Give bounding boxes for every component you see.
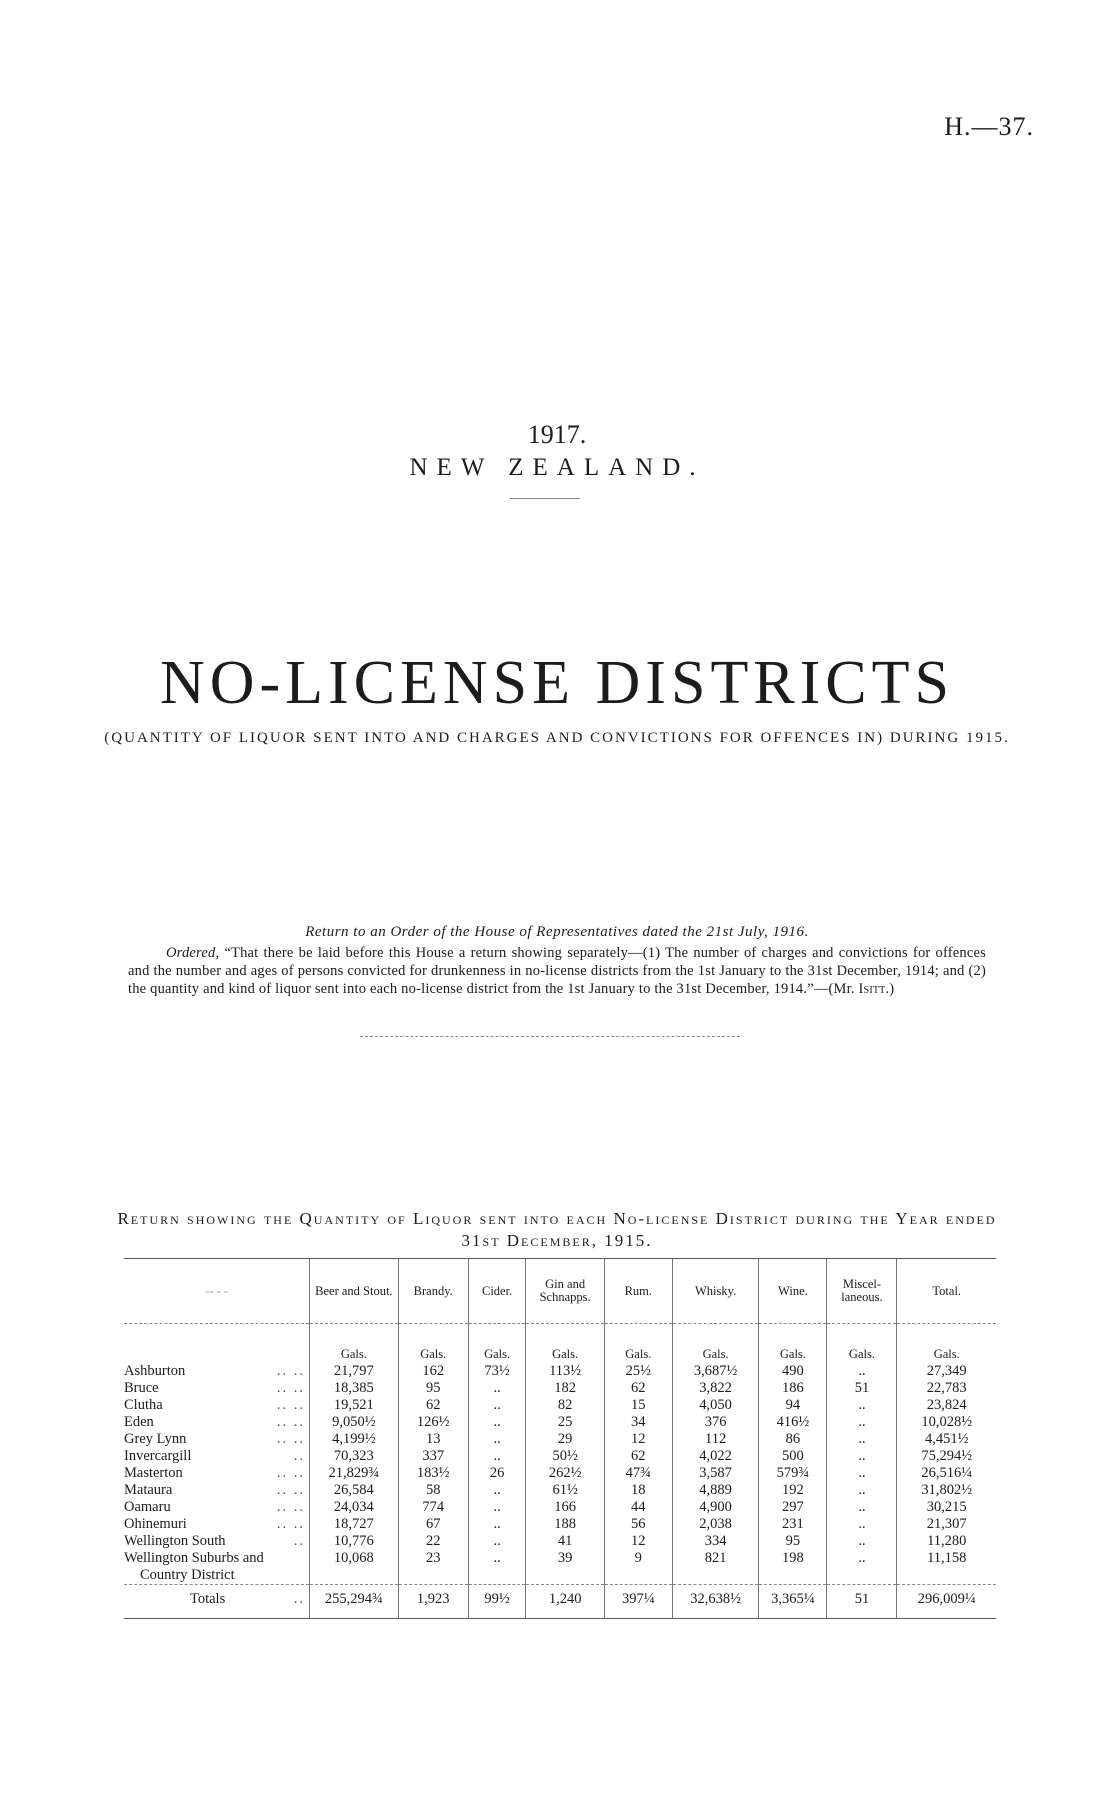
dot-leader: .. .. — [276, 1516, 306, 1532]
dot-leader: .. .. — [276, 1380, 306, 1396]
cider-cell: .. — [468, 1414, 526, 1431]
beer-cell: 10,776 — [310, 1533, 399, 1550]
table-row — [124, 1550, 996, 1585]
district-name: Bruce — [124, 1380, 159, 1396]
col-header-gin: Gin and Schnapps. — [526, 1259, 604, 1324]
district-name: Ohinemuri — [124, 1516, 187, 1532]
district-name: Oamaru — [124, 1499, 171, 1515]
table-row — [124, 1414, 996, 1431]
misc-cell: .. — [827, 1465, 897, 1482]
gin-cell: 39 — [526, 1550, 604, 1585]
order-text: “That there be laid before this House a return showing separately—(1) The number of charges and convictions for offences and the number and ages of persons convicted for drunkenness in no-license districts from the 1st January to the 31st December, 1914; and (2) the quantity and kind of liquor sent into each no-license district from the 1st January to the 31st December, 1914.”—(Mr. — [128, 945, 986, 997]
wine-cell: 297 — [759, 1499, 827, 1516]
table-row — [124, 1482, 996, 1499]
col-header-cider: Cider. — [468, 1259, 526, 1324]
brandy-cell: 62 — [398, 1397, 468, 1414]
beer-cell: 21,797 — [310, 1363, 399, 1380]
cider-cell: .. — [468, 1516, 526, 1533]
district-name-cell — [124, 1550, 310, 1585]
district-name: Invercargill — [124, 1448, 192, 1464]
unit-cell: Gals. — [897, 1324, 996, 1364]
total-cell: 23,824 — [897, 1397, 996, 1414]
total-cell: 11,280 — [897, 1533, 996, 1550]
gin-cell: 29 — [526, 1431, 604, 1448]
misc-cell: .. — [827, 1431, 897, 1448]
misc-cell: .. — [827, 1499, 897, 1516]
whisky-cell: 2,038 — [672, 1516, 759, 1533]
unit-cell: Gals. — [526, 1324, 604, 1364]
district-name-cell — [124, 1482, 310, 1499]
table-row — [124, 1380, 996, 1397]
beer-cell: 19,521 — [310, 1397, 399, 1414]
table-body — [124, 1324, 996, 1619]
gin-cell: 262½ — [526, 1465, 604, 1482]
rum-cell: 12 — [604, 1431, 672, 1448]
district-name: Masterton — [124, 1465, 183, 1481]
unit-cell: Gals. — [604, 1324, 672, 1364]
cider-cell: .. — [468, 1448, 526, 1465]
cider-cell: .. — [468, 1431, 526, 1448]
dot-leader: .. .. — [276, 1363, 306, 1379]
beer-cell: 18,727 — [310, 1516, 399, 1533]
brandy-cell: 126½ — [398, 1414, 468, 1431]
beer-cell: 21,829¾ — [310, 1465, 399, 1482]
district-name: Ashburton — [124, 1363, 186, 1379]
whisky-cell: 376 — [672, 1414, 759, 1431]
return-order-line: Return to an Order of the House of Representatives dated the 21st July, 1916. — [305, 924, 809, 940]
misc-cell: .. — [827, 1533, 897, 1550]
document-country: NEW ZEALAND. — [409, 454, 705, 481]
gin-cell: 61½ — [526, 1482, 604, 1499]
wine-cell: 95 — [759, 1533, 827, 1550]
wine-cell: 416½ — [759, 1414, 827, 1431]
unit-cell: Gals. — [310, 1324, 399, 1364]
district-name: Grey Lynn — [124, 1431, 187, 1447]
misc-cell: .. — [827, 1448, 897, 1465]
document-subtitle: (QUANTITY OF LIQUOR SENT INTO AND CHARGES AND CONVICTIONS FOR OFFENCES IN) DURING 1915. — [104, 730, 1010, 746]
district-name: Eden — [124, 1414, 154, 1430]
table-row — [124, 1431, 996, 1448]
brandy-cell: 337 — [398, 1448, 468, 1465]
district-name-cell — [124, 1499, 310, 1516]
district-name-cell — [124, 1465, 310, 1482]
totals-label: Totals — [190, 1591, 226, 1607]
divider — [360, 1036, 740, 1037]
beer-cell: 10,068 — [310, 1550, 399, 1585]
whisky-cell: 4,050 — [672, 1397, 759, 1414]
col-header-misc: Miscel-laneous. — [827, 1259, 897, 1324]
beer-cell: 26,584 — [310, 1482, 399, 1499]
wine-cell: 500 — [759, 1448, 827, 1465]
totals-row — [124, 1585, 996, 1619]
col-header-rum: Rum. — [604, 1259, 672, 1324]
rum-cell: 47¾ — [604, 1465, 672, 1482]
rum-cell: 25½ — [604, 1363, 672, 1380]
dot-leader: .. .. — [276, 1431, 306, 1447]
whisky-cell: 3,687½ — [672, 1363, 759, 1380]
dot-leader: .. .. — [276, 1482, 306, 1498]
rum-cell: 62 — [604, 1380, 672, 1397]
brandy-cell: 95 — [398, 1380, 468, 1397]
wine-cell: 231 — [759, 1516, 827, 1533]
wine-cell: 490 — [759, 1363, 827, 1380]
col-header-wine: Wine. — [759, 1259, 827, 1324]
beer-cell: 24,034 — [310, 1499, 399, 1516]
order-close: ) — [889, 981, 895, 997]
whisky-cell: 334 — [672, 1533, 759, 1550]
district-name-cell — [124, 1397, 310, 1414]
rum-cell: 34 — [604, 1414, 672, 1431]
gin-cell: 166 — [526, 1499, 604, 1516]
table-row — [124, 1465, 996, 1482]
wine-cell: 579¾ — [759, 1465, 827, 1482]
whisky-cell: 3,587 — [672, 1465, 759, 1482]
rum-cell: 44 — [604, 1499, 672, 1516]
total-whisky-cell: 32,638½ — [672, 1585, 759, 1619]
rum-cell: 15 — [604, 1397, 672, 1414]
rum-cell: 62 — [604, 1448, 672, 1465]
cider-cell: .. — [468, 1380, 526, 1397]
col-header-beer: Beer and Stout. — [310, 1259, 399, 1324]
rum-cell: 9 — [604, 1550, 672, 1585]
district-name-cell — [124, 1380, 310, 1397]
district-name-cell — [124, 1363, 310, 1380]
unit-cell: Gals. — [827, 1324, 897, 1364]
unit-cell: Gals. — [398, 1324, 468, 1364]
district-name-continued: Country District — [140, 1567, 235, 1583]
dot-leader: .. — [293, 1533, 306, 1549]
whisky-cell: 4,900 — [672, 1499, 759, 1516]
brandy-cell: 22 — [398, 1533, 468, 1550]
whisky-cell: 3,822 — [672, 1380, 759, 1397]
whisky-cell: 4,889 — [672, 1482, 759, 1499]
gin-cell: 82 — [526, 1397, 604, 1414]
total-cell: 26,516¼ — [897, 1465, 996, 1482]
col-header-total: Total. — [897, 1259, 996, 1324]
total-cell: 10,028½ — [897, 1414, 996, 1431]
unit-cell: Gals. — [468, 1324, 526, 1364]
whisky-cell: 821 — [672, 1550, 759, 1585]
whisky-cell: 4,022 — [672, 1448, 759, 1465]
brandy-cell: 67 — [398, 1516, 468, 1533]
page-reference: H.—37. — [944, 112, 1034, 141]
total-wine-cell: 3,365¼ — [759, 1585, 827, 1619]
wine-cell: 86 — [759, 1431, 827, 1448]
gin-cell: 113½ — [526, 1363, 604, 1380]
wine-cell: 192 — [759, 1482, 827, 1499]
cider-cell: 73½ — [468, 1363, 526, 1380]
total-cell: 11,158 — [897, 1550, 996, 1585]
order-lead: Ordered, — [166, 945, 220, 961]
units-blank-cell — [124, 1324, 310, 1364]
district-name-cell — [124, 1533, 310, 1550]
document-year: 1917. — [527, 420, 587, 449]
cider-cell: 26 — [468, 1465, 526, 1482]
total-cell: 27,349 — [897, 1363, 996, 1380]
cider-cell: .. — [468, 1550, 526, 1585]
beer-cell: 9,050½ — [310, 1414, 399, 1431]
table-title: Return showing the Quantity of Liquor sent into each No-license District during the Year ended 31st December, 1915. — [117, 1209, 997, 1250]
cider-cell: .. — [468, 1482, 526, 1499]
total-cell: 22,783 — [897, 1380, 996, 1397]
wine-cell: 94 — [759, 1397, 827, 1414]
table-row — [124, 1397, 996, 1414]
rum-cell: 18 — [604, 1482, 672, 1499]
total-beer-cell: 255,294¾ — [310, 1585, 399, 1619]
district-name: Wellington South — [124, 1533, 226, 1549]
unit-cell: Gals. — [759, 1324, 827, 1364]
table-row — [124, 1516, 996, 1533]
misc-cell: .. — [827, 1516, 897, 1533]
totals-label-cell — [124, 1585, 310, 1619]
dot-leader: .. .. — [276, 1465, 306, 1481]
misc-cell: .. — [827, 1550, 897, 1585]
wine-cell: 186 — [759, 1380, 827, 1397]
brandy-cell: 13 — [398, 1431, 468, 1448]
district-name-cell — [124, 1516, 310, 1533]
cider-cell: .. — [468, 1533, 526, 1550]
gin-cell: 41 — [526, 1533, 604, 1550]
col-header-whisky: Whisky. — [672, 1259, 759, 1324]
total-cell: 21,307 — [897, 1516, 996, 1533]
col-header-brandy: Brandy. — [398, 1259, 468, 1324]
gin-cell: 182 — [526, 1380, 604, 1397]
total-total-cell: 296,009¼ — [897, 1585, 996, 1619]
misc-cell: .. — [827, 1363, 897, 1380]
beer-cell: 4,199½ — [310, 1431, 399, 1448]
table-row — [124, 1499, 996, 1516]
table-row — [124, 1363, 996, 1380]
gin-cell: 50½ — [526, 1448, 604, 1465]
total-cider-cell: 99½ — [468, 1585, 526, 1619]
cider-cell: .. — [468, 1499, 526, 1516]
total-cell: 31,802½ — [897, 1482, 996, 1499]
total-rum-cell: 397¼ — [604, 1585, 672, 1619]
order-member: Isitt. — [858, 981, 890, 997]
dot-leader: .. .. — [276, 1499, 306, 1515]
misc-cell: 51 — [827, 1380, 897, 1397]
table-header-row — [124, 1259, 996, 1324]
beer-cell: 70,323 — [310, 1448, 399, 1465]
cider-cell: .. — [468, 1397, 526, 1414]
beer-cell: 18,385 — [310, 1380, 399, 1397]
whisky-cell: 112 — [672, 1431, 759, 1448]
total-gin-cell: 1,240 — [526, 1585, 604, 1619]
brandy-cell: 774 — [398, 1499, 468, 1516]
rum-cell: 56 — [604, 1516, 672, 1533]
total-cell: 75,294½ — [897, 1448, 996, 1465]
unit-cell: Gals. — [672, 1324, 759, 1364]
document-title: NO-LICENSE DISTRICTS — [159, 649, 955, 717]
district-name: Mataura — [124, 1482, 173, 1498]
total-cell: 30,215 — [897, 1499, 996, 1516]
order-paragraph — [128, 944, 986, 998]
brandy-cell: 162 — [398, 1363, 468, 1380]
gin-cell: 25 — [526, 1414, 604, 1431]
dot-leader: .. .. — [276, 1397, 306, 1413]
gin-cell: 188 — [526, 1516, 604, 1533]
district-name-cell — [124, 1448, 310, 1465]
brandy-cell: 58 — [398, 1482, 468, 1499]
dot-leader: .. — [293, 1591, 306, 1607]
rum-cell: 12 — [604, 1533, 672, 1550]
misc-cell: .. — [827, 1482, 897, 1499]
total-cell: 4,451½ — [897, 1431, 996, 1448]
table-row — [124, 1533, 996, 1550]
district-name: Clutha — [124, 1397, 163, 1413]
total-brandy-cell: 1,923 — [398, 1585, 468, 1619]
wine-cell: 198 — [759, 1550, 827, 1585]
liquor-return-table — [124, 1258, 996, 1619]
misc-cell: .. — [827, 1397, 897, 1414]
dot-leader: .. .. — [276, 1414, 306, 1430]
col-header-district: -- - - — [124, 1259, 310, 1324]
dot-leader: .. — [293, 1448, 306, 1464]
district-name-cell — [124, 1414, 310, 1431]
brandy-cell: 183½ — [398, 1465, 468, 1482]
brandy-cell: 23 — [398, 1550, 468, 1585]
misc-cell: .. — [827, 1414, 897, 1431]
total-misc-cell: 51 — [827, 1585, 897, 1619]
units-row — [124, 1324, 996, 1364]
divider — [510, 498, 580, 499]
district-name: Wellington Suburbs and — [124, 1550, 264, 1566]
table-row — [124, 1448, 996, 1465]
district-name-cell — [124, 1431, 310, 1448]
